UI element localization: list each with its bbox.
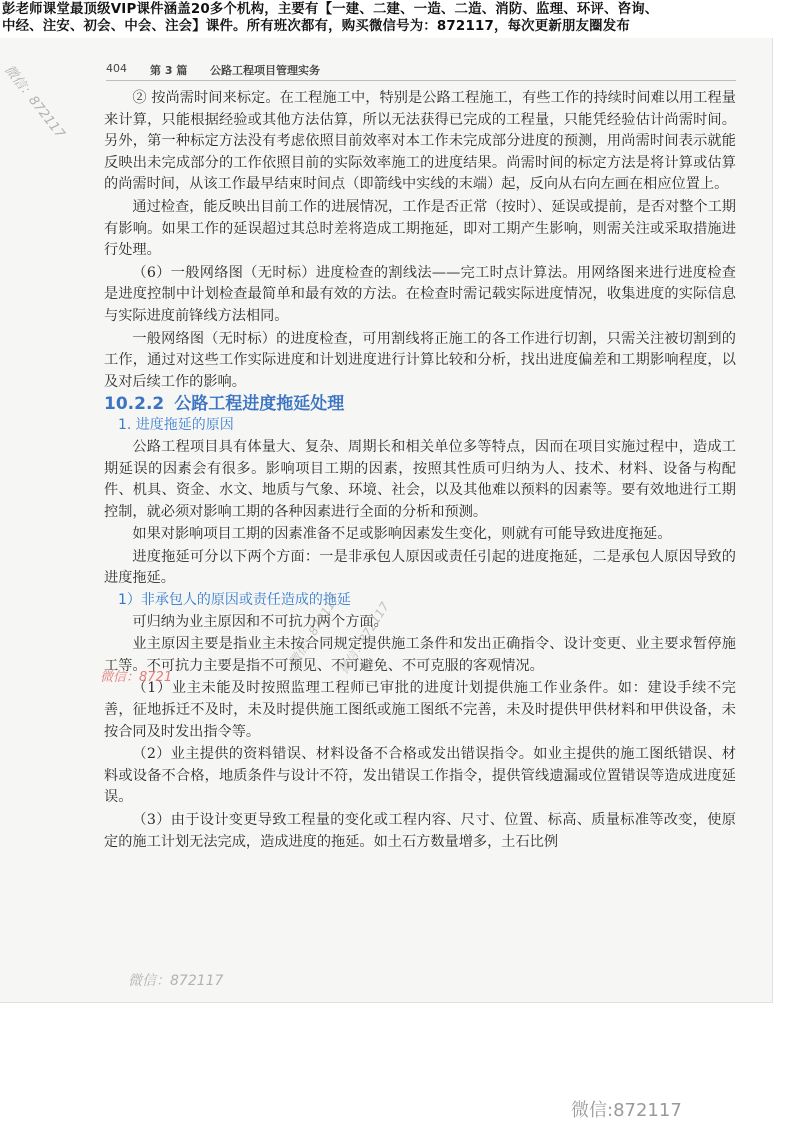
paragraph: 如果对影响项目工期的因素准备不足或影响因素发生变化，则就有可能导致进度拖延。 <box>132 526 672 543</box>
banner-line-1: 彭老师课堂最顶级VIP课件涵盖20多个机构，主要有【一建、二建、一造、二造、消防、监理、环评、咨询、 <box>2 2 659 17</box>
corner-watermark: 微信:872117 <box>571 1100 682 1121</box>
body-text <box>104 88 736 853</box>
watermark: 微信：8721 <box>100 670 173 685</box>
watermark: 微信：872117 <box>336 599 392 677</box>
paragraph: （6）一般网络图（无时标）进度检查的割线法——完工时点计算法。用网络图来进行进度检查是进度控制中计划检查最简单和最有效的方法。在检查时需记载实际进度情况，收集进度的实际信息与实际进度前锋线方法相同。 <box>104 264 736 324</box>
running-head <box>106 58 736 81</box>
subsection-heading: 1）非承包人的原因或责任造成的拖延 <box>118 592 351 609</box>
paragraph: 公路工程项目具有体量大、复杂、周期长和相关单位多等特点，因而在项目实施过程中，造成工期延误的因素会有很多。影响项目工期的因素，按照其性质可归纳为人、技术、材料、设备与构配件、机具、资金、水文、地质与气象、环境、社会，以及其他难以预料的因素等。要有效地进行工期控制，就必须对影响工期的各种因素进行全面的分析和预测。 <box>104 438 736 520</box>
section-heading <box>104 393 736 415</box>
paragraph: （3）由于设计变更导致工程量的变化或工程内容、尺寸、位置、标高、质量标准等改变，使原定的施工计划无法完成，造成进度的拖延。如土石方数量增多，土石比例 <box>104 812 736 850</box>
banner-line-2: 中经、注安、初会、中会、注会】课件。所有班次都有，购买微信号为：872117，每次更新朋友圈发布 <box>2 19 630 34</box>
subsection-heading: 1. 进度拖延的原因 <box>118 417 234 434</box>
paragraph: ② 按尚需时间来标定。在工程施工中，特别是公路工程施工，有些工作的持续时间难以用工程量来计算，只能根据经验或其他方法估算，所以无法获得已完成的工程量，只能凭经验估计尚需时间。另外，第一种标定方法没有考虑依照目前效率对本工作未完成部分进度的预测，用尚需时间表示就能反映出未完成部分的工作依照目前的实际效率施工的进度结果。尚需时间的标定方法是将计算或估算的尚需时间，从该工作最早结束时间点（即箭线中实线的末端）起，反向从右向左画在相应位置上。 <box>104 90 736 193</box>
top-banner <box>0 0 800 36</box>
part-title: 公路工程项目管理实务 <box>210 64 320 77</box>
page-number: 404 <box>106 62 127 75</box>
paragraph: 通过检查，能反映出目前工作的进展情况，工作是否正常（按时）、延误或提前，是否对整个工期有影响。如果工作的延误超过其总时差将造成工期拖延，即对工期产生影响，则需关注或采取措施进行处理。 <box>104 198 736 259</box>
paragraph: （2）业主提供的资料错误、材料设备不合格或发出错误指令。如业主提供的施工图纸错误、材料或设备不合格，地质条件与设计不符，发出错误工作指令，提供管线遗漏或位置错误等造成进度延误。 <box>104 746 736 806</box>
watermark: 微信：872117 <box>286 591 342 669</box>
paragraph: （1）业主未能及时按照监理工程师已审批的进度计划提供施工作业条件。如：建设手续不完善，征地拆迁不及时，未及时提供施工图纸或施工图纸不完善，未及时提供甲供材料和甲供设备，未按合同及时发出指令等。 <box>104 680 736 740</box>
watermark: 微信：872117 <box>128 973 224 989</box>
part-label: 第 3 篇 <box>150 64 188 77</box>
section-number: 10.2.2 <box>104 394 165 415</box>
paragraph: 一般网络图（无时标）的进度检查，可用割线将正施工的各工作进行切割，只需关注被切割到的工作，通过对这些工作实际进度和计划进度进行计算比较和分析，找出进度偏差和工期影响程度，以及对后续工作的影响。 <box>104 330 736 390</box>
paragraph: 可归纳为业主原因和不可抗力两个方面。 <box>132 613 388 630</box>
paragraph: 进度拖延可分以下两个方面：一是非承包人原因或责任引起的进度拖延，二是承包人原因导致的进度拖延。 <box>104 548 736 587</box>
section-title: 公路工程进度拖延处理 <box>174 394 345 415</box>
watermark: 微信：872117 <box>1 62 68 142</box>
paragraph: 业主原因主要是指业主未按合同规定提供施工条件和发出正确指令、设计变更、业主要求暂停施工等。不可抗力主要是指不可预见、不可避免、不可克服的客观情况。 <box>104 636 736 674</box>
